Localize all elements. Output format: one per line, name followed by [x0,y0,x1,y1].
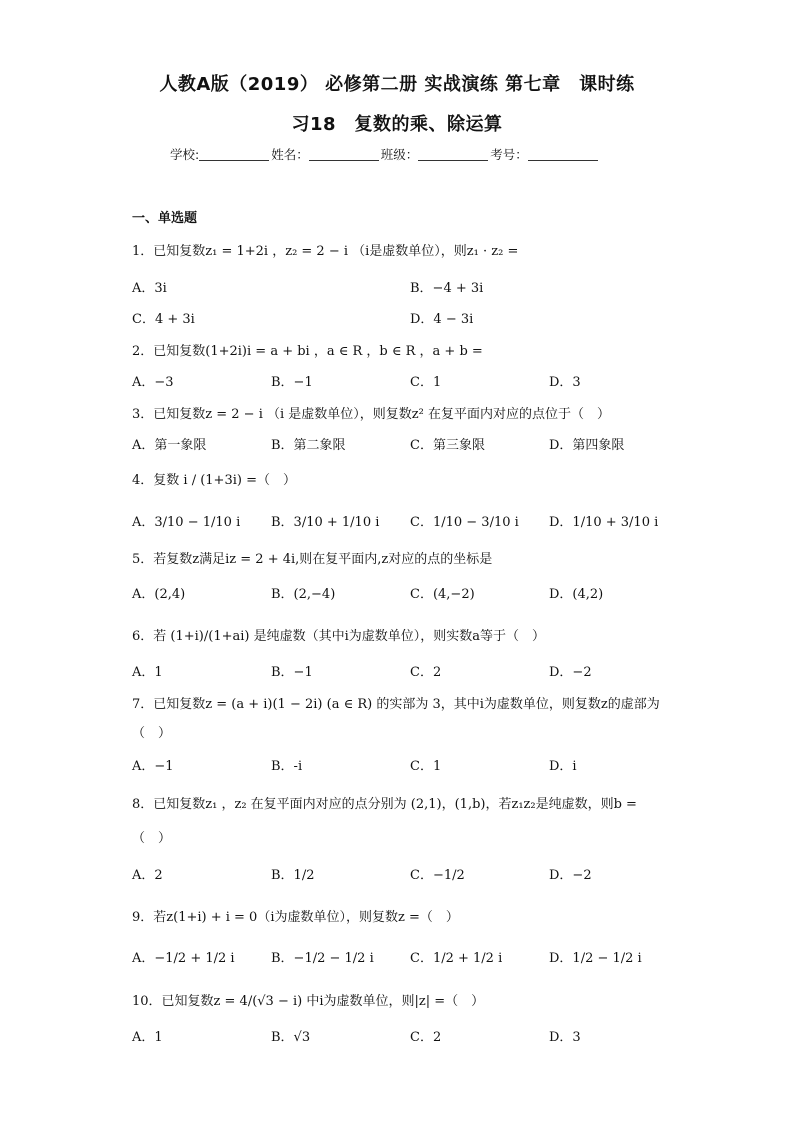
q4-option-d[interactable]: D．1/10 + 3/10 i [549,515,659,530]
q7-option-c[interactable]: C．1 [410,759,442,774]
q2-option-c[interactable]: C．1 [410,375,442,390]
q6-option-d[interactable]: D．−2 [549,665,592,680]
q10-option-c[interactable]: C．2 [410,1030,442,1045]
question-9: 9．若z(1+i) + i = 0（i为虚数单位），则复数z =（ ） [132,910,459,925]
q4-option-c[interactable]: C．1/10 − 3/10 i [410,515,519,530]
q5-option-d[interactable]: D．(4,2) [549,587,604,602]
school-blank[interactable] [199,148,269,161]
question-5: 5．若复数z满足iz = 2 + 4i,则在复平面内,z对应的点的坐标是 [132,552,493,567]
q4-option-a[interactable]: A．3/10 − 1/10 i [132,515,241,530]
question-6: 6．若 (1+i)/(1+ai) 是纯虚数（其中i为虚数单位），则实数a等于（ ） [132,629,546,644]
question-4: 4．复数 i / (1+3i) =（ ） [132,473,296,488]
q7-option-b[interactable]: B．-i [271,759,303,774]
section-title: 一、单选题 [132,211,198,226]
q9-option-b[interactable]: B．−1/2 − 1/2 i [271,951,374,966]
q9-option-a[interactable]: A．−1/2 + 1/2 i [132,951,235,966]
class-blank[interactable] [418,148,488,161]
q3-option-d[interactable]: D．第四象限 [549,438,625,453]
question-8: 8．已知复数z₁ ，z₂ 在复平面内对应的点分别为 (2,1)，(1,b)，若z₁z₂是纯虚数，则b = [132,797,637,812]
q9-option-d[interactable]: D．1/2 − 1/2 i [549,951,642,966]
name-blank[interactable] [309,148,379,161]
question-7: 7．已知复数z = (a + i)(1 − 2i) (a ∈ R) 的实部为 3，其中i为虚数单位，则复数z的虚部为 [132,697,660,712]
document-title-line-2: 习18 复数的乘、除运算 [291,114,503,135]
q6-option-c[interactable]: C．2 [410,665,442,680]
q1-option-a[interactable]: A．3i [132,281,167,296]
question-8-continuation: （ ） [132,831,172,846]
exam-number-label: 考号： [490,147,528,162]
q2-option-d[interactable]: D．3 [549,375,581,390]
q10-option-a[interactable]: A．1 [132,1030,163,1045]
q4-option-b[interactable]: B．3/10 + 1/10 i [271,515,380,530]
q1-option-c[interactable]: C．4 + 3i [132,312,195,327]
q1-option-b[interactable]: B．−4 + 3i [410,281,484,296]
q7-option-a[interactable]: A．−1 [132,759,174,774]
student-info-row [170,145,600,163]
q6-option-a[interactable]: A．1 [132,665,163,680]
q10-option-d[interactable]: D．3 [549,1030,581,1045]
q8-option-a[interactable]: A．2 [132,868,163,883]
name-label: 姓名： [271,147,309,162]
question-7-continuation: （ ） [132,726,172,741]
question-10: 10．已知复数z = 4/(√3 − i) 中i为虚数单位，则|z| =（ ） [132,994,485,1009]
q8-option-b[interactable]: B．1/2 [271,868,315,883]
q8-option-c[interactable]: C．−1/2 [410,868,465,883]
q3-option-a[interactable]: A．第一象限 [132,438,207,453]
class-label: 班级： [380,147,419,162]
q5-option-b[interactable]: B．(2,−4) [271,587,336,602]
q10-option-b[interactable]: B．√3 [271,1030,311,1045]
q2-option-b[interactable]: B．−1 [271,375,313,390]
q8-option-d[interactable]: D．−2 [549,868,592,883]
q5-option-c[interactable]: C．(4,−2) [410,587,475,602]
q7-option-d[interactable]: D．i [549,759,577,774]
q3-option-c[interactable]: C．第三象限 [410,438,485,453]
q2-option-a[interactable]: A．−3 [132,375,174,390]
question-3: 3．已知复数z = 2 − i （i 是虚数单位），则复数z² 在复平面内对应的点位于（ ） [132,407,610,422]
exam-number-blank[interactable] [528,148,598,161]
question-1: 1．已知复数z₁ = 1+2i ，z₂ = 2 − i （i是虚数单位），则z₁ · z₂ = [132,244,519,259]
school-label: 学校: [170,147,200,162]
question-2: 2．已知复数(1+2i)i = a + bi ，a ∈ R ，b ∈ R ，a + b = [132,344,483,359]
q6-option-b[interactable]: B．−1 [271,665,313,680]
q9-option-c[interactable]: C．1/2 + 1/2 i [410,951,503,966]
q3-option-b[interactable]: B．第二象限 [271,438,346,453]
q1-option-d[interactable]: D．4 − 3i [410,312,474,327]
document-title-line-1: 人教A版（2019） 必修第二册 实战演练 第七章 课时练 [159,74,635,95]
q5-option-a[interactable]: A．(2,4) [132,587,186,602]
